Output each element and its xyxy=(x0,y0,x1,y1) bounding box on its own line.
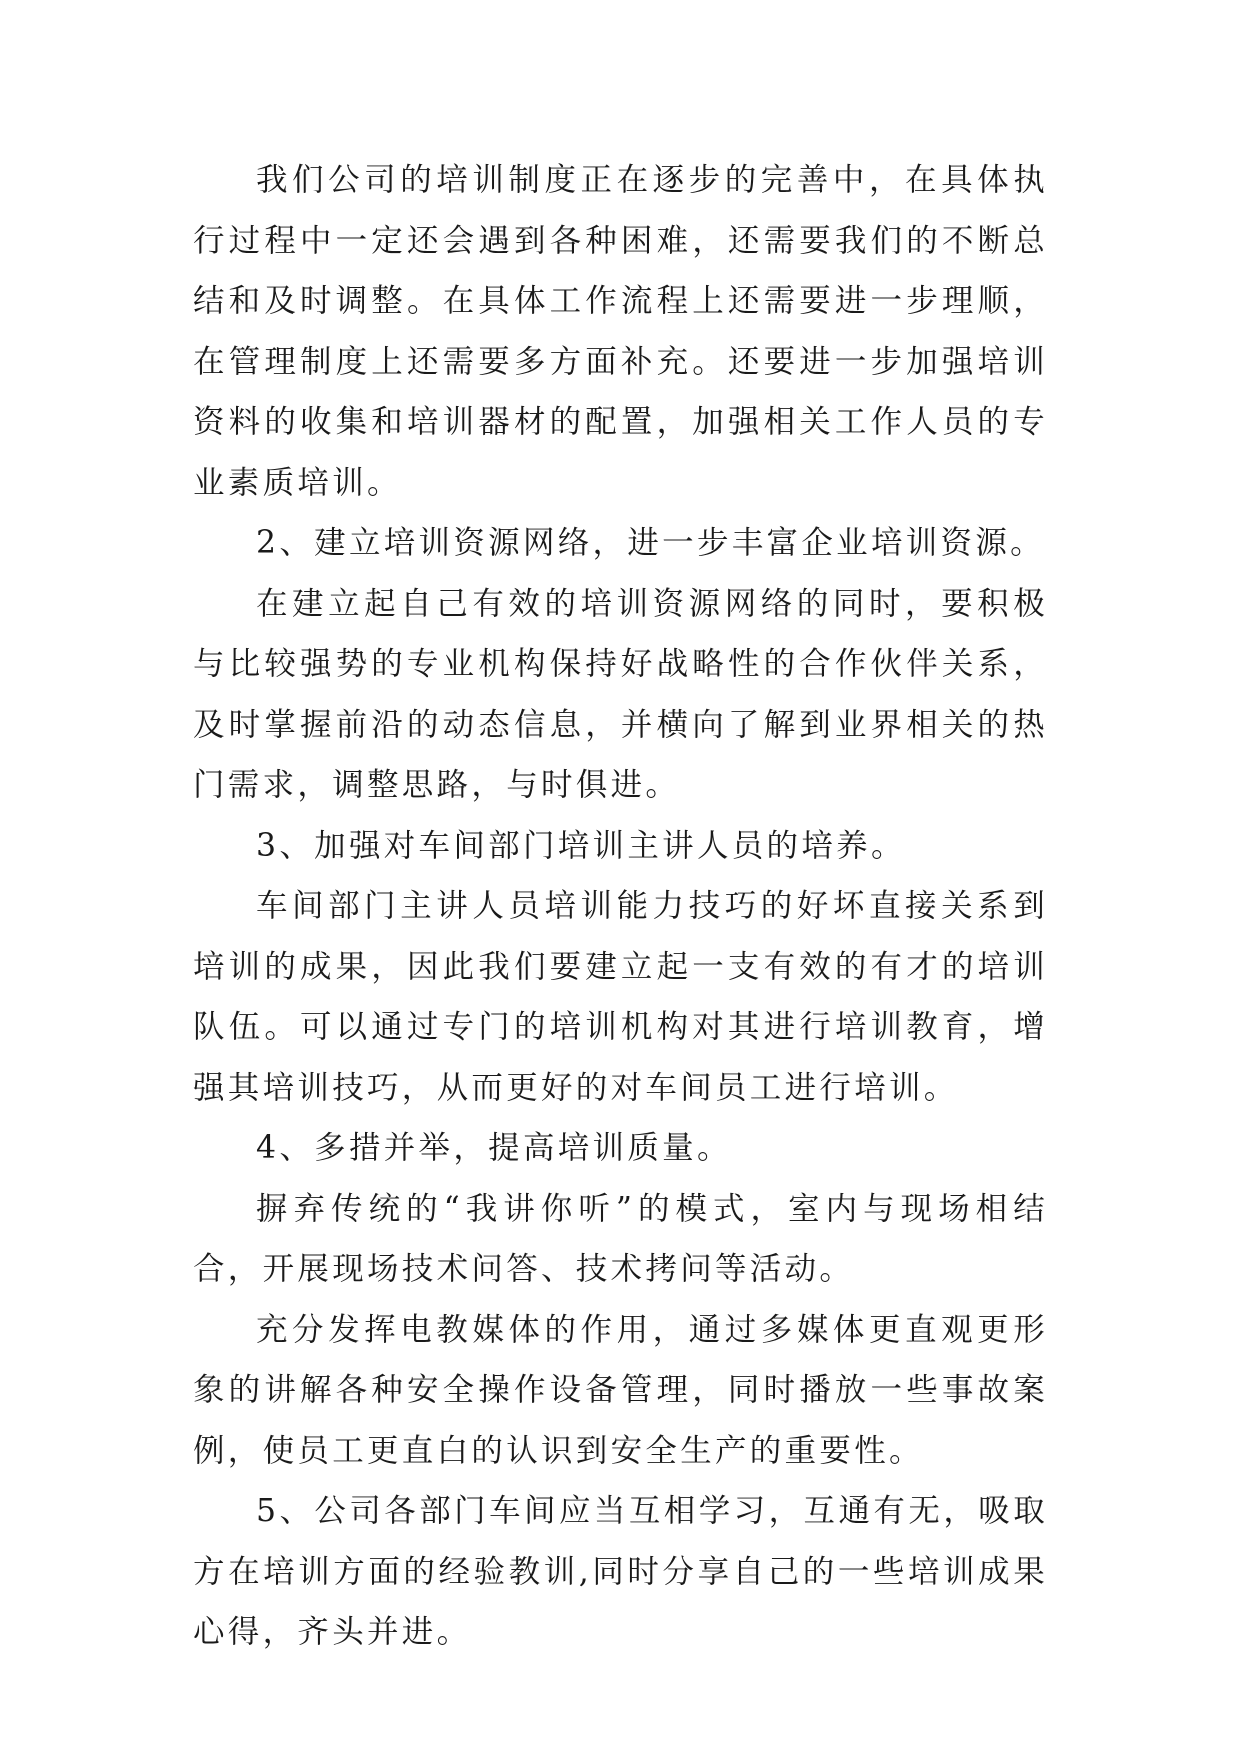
paragraph-training-network: 在建立起自己有效的培训资源网络的同时，要积极与比较强势的专业机构保持好战略性的合作伙伴关系，及时掌握前沿的动态信息，并横向了解到业界相关的热门需求，调整思路，与时俱进。 xyxy=(193,585,1048,803)
heading-5-mutual-learning: 5、公司各部门车间应当互相学习，互通有无，吸取方在培训方面的经验教训,同时分享自己的一些培训成果心得，齐头并进。 xyxy=(193,1493,1048,1650)
heading-2-training-network: 2、建立培训资源网络，进一步丰富企业培训资源。 xyxy=(256,525,1045,561)
heading-3-lecturer-training: 3、加强对车间部门培训主讲人员的培养。 xyxy=(256,827,906,864)
paragraph-multimedia: 充分发挥电教媒体的作用，通过多媒体更直观更形象的讲解各种安全操作设备管理，同时播放一些事故案例，使员工更直白的认识到安全生产的重要性。 xyxy=(193,1311,1048,1469)
paragraph-training-system: 我们公司的培训制度正在逐步的完善中，在具体执行过程中一定还会遇到各种困难，还需要我们的不断总结和及时调整。在具体工作流程上还需要进一步理顺，在管理制度上还需要多方面补充。还要进一步加强培训资料的收集和培训器材的配置，加强相关工作人员的专业素质培训。 xyxy=(193,162,1048,501)
paragraph-training-methods: 摒弃传统的“我讲你听”的模式，室内与现场相结合，开展现场技术问答、技术拷问等活动。 xyxy=(193,1190,1048,1287)
paragraph-lecturer-training: 车间部门主讲人员培训能力技巧的好坏直接关系到培训的成果，因此我们要建立起一支有效的有才的培训队伍。可以通过专门的培训机构对其进行培训教育，增强其培训技巧，从而更好的对车间员工进行培训。 xyxy=(193,888,1048,1106)
heading-4-training-quality: 4、多措并举，提高培训质量。 xyxy=(256,1130,732,1166)
